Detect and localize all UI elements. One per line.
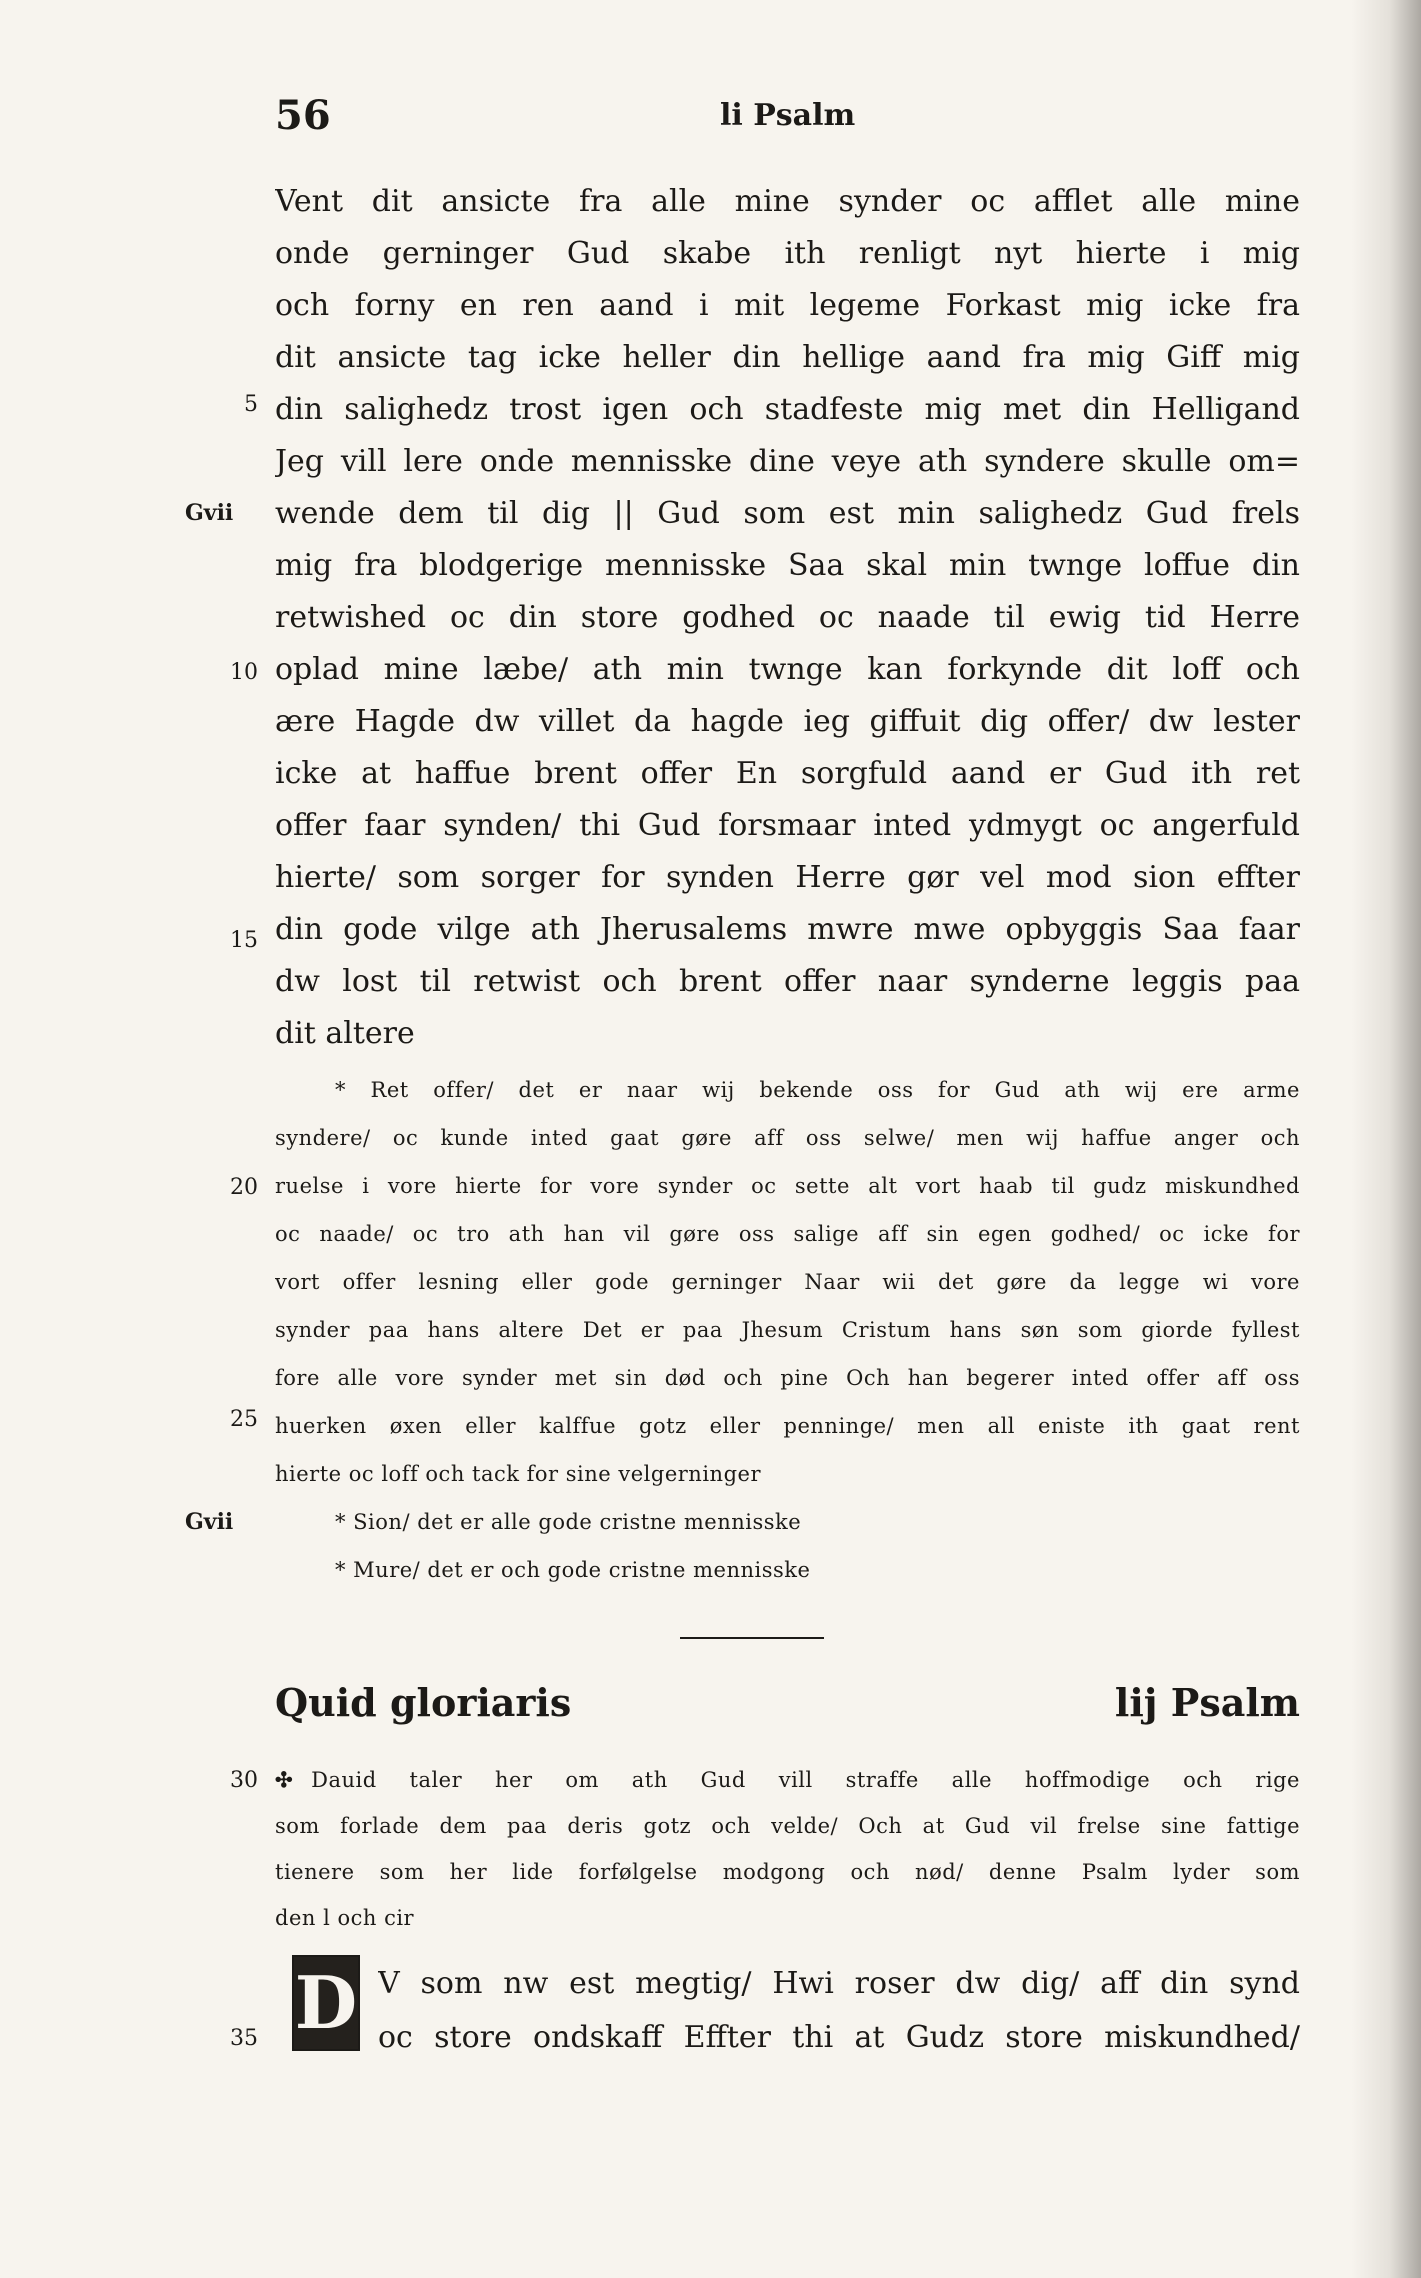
page-number: 56 xyxy=(275,92,331,139)
text-line: din salighedz trost igen och stadfeste mig met din Helligand xyxy=(275,392,1300,427)
text-line: hierte/ som sorger for synden Herre gør vel mod sion effter xyxy=(275,860,1300,895)
line-number: 20 xyxy=(230,1175,258,1200)
text-line: Jeg vill lere onde mennisske dine veye ath syndere skulle om= xyxy=(275,444,1300,479)
psalm-title: Quid gloriaris xyxy=(275,1680,572,1725)
line-number: 25 xyxy=(230,1407,258,1432)
page-header xyxy=(275,92,1300,152)
section-divider xyxy=(680,1637,824,1639)
text-line: dw lost til retwist och brent offer naar synderne leggis paa xyxy=(275,964,1300,999)
line-number: 30 xyxy=(230,1768,258,1793)
footnote-line: ruelse i vore hierte for vore synder oc sette alt vort haab til gudz miskundhed xyxy=(275,1174,1300,1198)
text-line: oplad mine læbe/ ath min twnge kan forkynde dit loff och xyxy=(275,652,1300,687)
text-line: dit altere xyxy=(275,1016,415,1051)
footnote-line: hierte oc loff och tack for sine velgerninger xyxy=(275,1462,761,1486)
text-line: onde gerninger Gud skabe ith renligt nyt hierte i mig xyxy=(275,236,1300,271)
footnote-line: synder paa hans altere Det er paa Jhesum Cristum hans søn som giorde fyllest xyxy=(275,1318,1300,1342)
running-head: li Psalm xyxy=(720,98,856,133)
text-line: V som nw est megtig/ Hwi roser dw dig/ aff din synd xyxy=(378,1966,1300,2001)
text-line: retwished oc din store godhed oc naade til ewig tid Herre xyxy=(275,600,1300,635)
fleuron-icon: ✣ xyxy=(275,1767,294,1792)
text-line: offer faar synden/ thi Gud forsmaar inted ydmygt oc angerfuld xyxy=(275,808,1300,843)
drop-cap-letter: D xyxy=(294,1960,358,2045)
argument-line: den l och cir xyxy=(275,1906,415,1930)
footnote-line: syndere/ oc kunde inted gaat gøre aff oss selwe/ men wij haffue anger och xyxy=(275,1126,1300,1150)
footnote-line: * Mure/ det er och gode cristne mennisske xyxy=(335,1558,811,1582)
text-line: wende dem til dig || Gud som est min salighedz Gud frels xyxy=(275,496,1300,531)
signature-mark: Gvii xyxy=(185,1509,234,1535)
line-number: 10 xyxy=(230,660,258,685)
footnote-line: vort offer lesning eller gode gerninger Naar wii det gøre da legge wi vore xyxy=(275,1270,1300,1294)
footnote-line: * Ret offer/ det er naar wij bekende oss for Gud ath wij ere arme xyxy=(335,1078,1300,1102)
argument-line: som forlade dem paa deris gotz och velde/ Och at Gud vil frelse sine fattige xyxy=(275,1814,1300,1838)
line-number: 5 xyxy=(244,392,258,417)
drop-cap xyxy=(292,1955,360,2051)
line-number: 15 xyxy=(230,928,258,953)
line-number: 35 xyxy=(230,2026,258,2051)
page-spine-shadow xyxy=(1351,0,1421,2278)
argument-text: Dauid taler her om ath Gud vill straffe alle hoffmodige och rige xyxy=(311,1768,1300,1792)
signature-mark: Gvii xyxy=(185,500,234,526)
argument-line: tienere som her lide forfølgelse modgong och nød/ denne Psalm lyder som xyxy=(275,1860,1300,1884)
footnote-line: fore alle vore synder met sin død och pine Och han begerer inted offer aff oss xyxy=(275,1366,1300,1390)
text-line: Vent dit ansicte fra alle mine synder oc afflet alle mine xyxy=(275,184,1300,219)
text-line: och forny en ren aand i mit legeme Forkast mig icke fra xyxy=(275,288,1300,323)
footnote-line: oc naade/ oc tro ath han vil gøre oss salige aff sin egen godhed/ oc icke for xyxy=(275,1222,1300,1246)
argument-line xyxy=(275,1763,1300,1797)
footnote-line: huerken øxen eller kalffue gotz eller penninge/ men all eniste ith gaat rent xyxy=(275,1414,1300,1438)
psalm-number: lij Psalm xyxy=(1114,1680,1300,1725)
text-line: oc store ondskaff Effter thi at Gudz store miskundhed/ xyxy=(378,2020,1300,2055)
text-line: dit ansicte tag icke heller din hellige aand fra mig Giff mig xyxy=(275,340,1300,375)
footnote-line: * Sion/ det er alle gode cristne mennisske xyxy=(335,1510,802,1534)
text-line: ære Hagde dw villet da hagde ieg giffuit dig offer/ dw lester xyxy=(275,704,1300,739)
text-line: icke at haffue brent offer En sorgfuld aand er Gud ith ret xyxy=(275,756,1300,791)
text-line: din gode vilge ath Jherusalems mwre mwe opbyggis Saa faar xyxy=(275,912,1300,947)
text-line: mig fra blodgerige mennisske Saa skal min twnge loffue din xyxy=(275,548,1300,583)
